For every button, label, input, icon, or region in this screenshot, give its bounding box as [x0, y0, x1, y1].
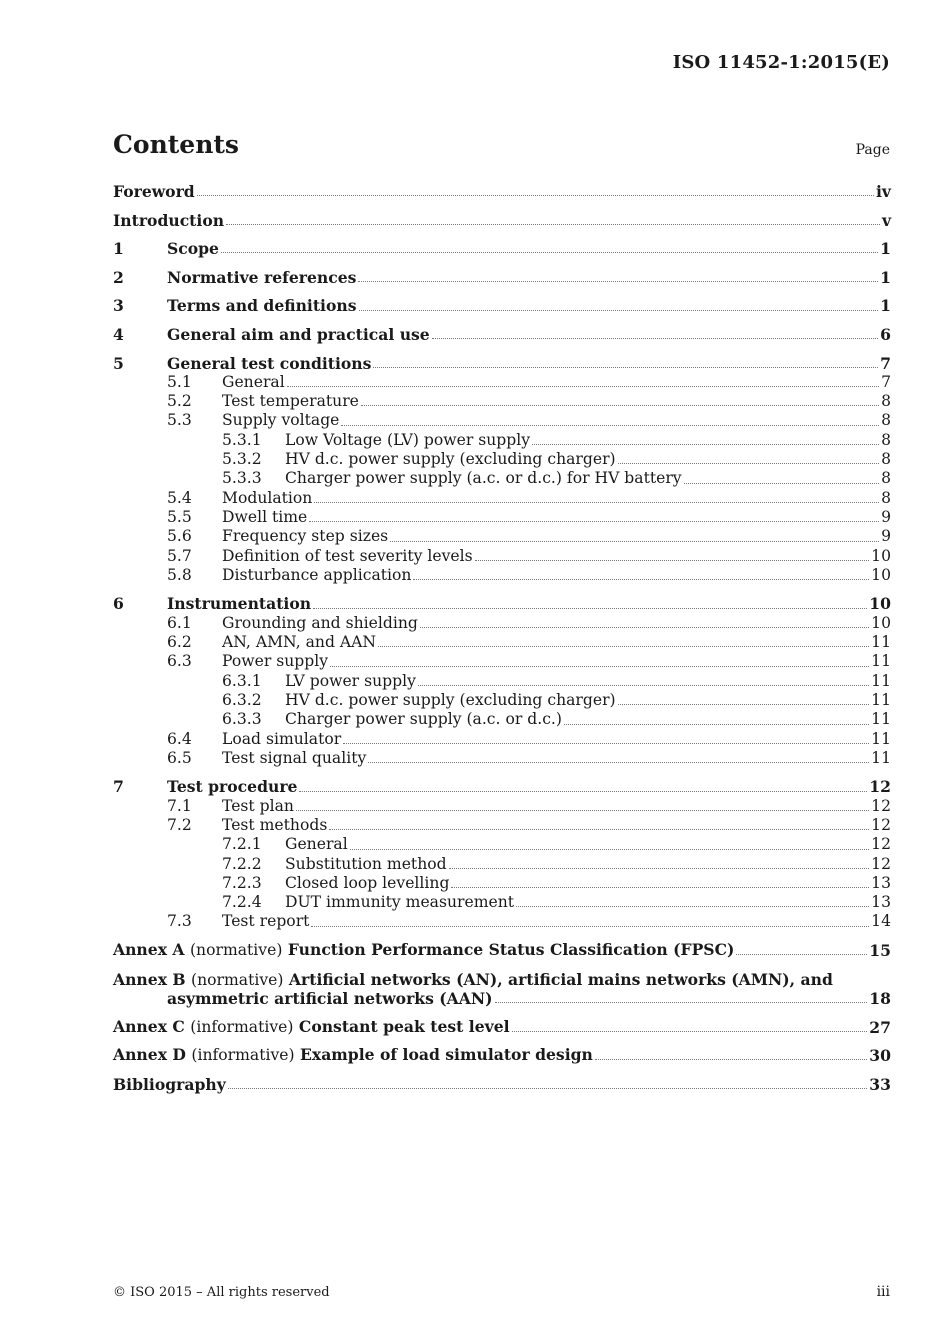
toc-title: Test methods: [222, 815, 328, 834]
toc-entry-7-2-3[interactable]: [113, 874, 891, 893]
toc-title: Test signal quality: [222, 748, 367, 767]
toc-title: Power supply: [222, 652, 329, 671]
annex-label: Annex B: [113, 969, 186, 989]
toc-page: 7: [880, 353, 891, 373]
leader-dots: [736, 954, 867, 955]
toc-number: 5: [113, 353, 124, 373]
toc-title: HV d.c. power supply (excluding charger): [285, 450, 616, 469]
leader-dots: [413, 579, 869, 580]
leader-dots: [378, 646, 869, 647]
leader-dots: [368, 762, 869, 763]
leader-dots: [432, 338, 878, 339]
toc-entry-bibliography[interactable]: [113, 1075, 891, 1094]
annex-kind: (normative): [191, 970, 284, 989]
toc-page: 10: [871, 546, 891, 565]
leader-dots: [516, 906, 869, 907]
toc-page: 7: [881, 372, 891, 391]
leader-dots: [309, 521, 879, 522]
toc-title: Substitution method: [285, 854, 447, 873]
toc-number: 5.1: [167, 372, 192, 391]
toc-page: 13: [871, 873, 891, 892]
toc-entry-2[interactable]: [113, 268, 891, 287]
leader-dots: [420, 627, 869, 628]
toc-page: 12: [869, 777, 891, 797]
leader-dots: [226, 224, 880, 225]
annex-label: Annex D: [113, 1045, 186, 1065]
toc-entry-5-2[interactable]: [113, 392, 891, 411]
toc-entry-5-4[interactable]: [113, 489, 891, 508]
contents-title: Contents: [113, 130, 240, 159]
toc-number: 5.5: [167, 507, 192, 526]
leader-dots: [358, 281, 878, 282]
toc-title: General aim and practical use: [167, 324, 430, 344]
leader-dots: [451, 887, 869, 888]
toc-title: Charger power supply (a.c. or d.c.): [285, 710, 562, 729]
annex-title: Constant peak test level: [298, 1016, 510, 1036]
toc-number: 6.1: [167, 613, 192, 632]
annex-b-first-line: [113, 970, 891, 989]
leader-dots: [618, 463, 879, 464]
toc-entry-introduction[interactable]: [113, 211, 891, 230]
toc-number: 7: [113, 777, 124, 797]
toc-page: 6: [880, 324, 891, 344]
toc-number: 5.3.3: [222, 469, 262, 488]
toc-title: Grounding and shielding: [222, 613, 418, 632]
toc-entry-5-1[interactable]: [113, 373, 891, 392]
toc-title: Test temperature: [222, 392, 359, 411]
toc-title: Closed loop levelling: [285, 873, 450, 892]
toc-entry-6-2[interactable]: [113, 633, 891, 652]
leader-dots: [341, 425, 879, 426]
toc-page: v: [881, 210, 891, 230]
toc-number: 7.2.3: [222, 873, 262, 892]
leader-dots: [418, 685, 869, 686]
annex-title: Artificial networks (AN), artificial mains networks (AMN), and: [288, 969, 833, 989]
leader-dots: [197, 195, 874, 196]
leader-dots: [311, 926, 869, 927]
toc-number: 5.3.1: [222, 430, 262, 449]
leader-dots: [350, 849, 869, 850]
toc-page: 11: [871, 748, 891, 767]
toc-entry-6-3-1[interactable]: [113, 672, 891, 691]
toc-title: [113, 940, 734, 960]
toc-title: Test procedure: [167, 777, 298, 797]
toc-number: 1: [113, 239, 124, 259]
toc-entry-5-7[interactable]: [113, 547, 891, 566]
toc-number: 6: [113, 594, 124, 614]
toc-entry-5-3-3[interactable]: [113, 469, 891, 488]
leader-dots: [330, 666, 869, 667]
leader-dots: [299, 791, 867, 792]
toc-page: 8: [881, 392, 891, 411]
toc-page: 11: [871, 710, 891, 729]
annex-label: Annex C: [113, 1016, 185, 1036]
toc-page: 10: [869, 594, 891, 614]
toc-page: iv: [876, 182, 891, 201]
leader-dots: [296, 810, 869, 811]
toc-entry-5-3-2[interactable]: [113, 450, 891, 469]
leader-dots: [532, 444, 879, 445]
toc-entry-7-2-1[interactable]: [113, 835, 891, 854]
toc-page: 11: [871, 671, 891, 690]
toc-number: 6.2: [167, 633, 192, 652]
toc-entry-7-3[interactable]: [113, 912, 891, 931]
toc-entry-6[interactable]: [113, 594, 891, 613]
toc-page: 8: [881, 450, 891, 469]
toc-page: 12: [871, 815, 891, 834]
annex-label: Annex A: [113, 940, 185, 960]
toc-number: 6.3.3: [222, 710, 262, 729]
annex-kind: (informative): [190, 1017, 294, 1036]
toc-title: Disturbance application: [222, 565, 412, 584]
toc-entry-7-2-4[interactable]: [113, 893, 891, 912]
leader-dots: [221, 252, 878, 253]
toc-title: Scope: [167, 239, 219, 259]
toc-entry-6-3-3[interactable]: [113, 710, 891, 729]
toc-page: 1: [880, 296, 891, 316]
toc-number: 5.3: [167, 411, 192, 430]
leader-dots: [390, 541, 879, 542]
toc-number: 5.6: [167, 527, 192, 546]
leader-dots: [313, 608, 867, 609]
toc-title: Foreword: [113, 182, 195, 201]
toc-page: 14: [871, 912, 891, 931]
table-of-contents: [113, 182, 891, 1094]
toc-page: 8: [881, 469, 891, 488]
toc-page: 10: [871, 565, 891, 584]
leader-dots: [684, 483, 879, 484]
toc-number: 7.3: [167, 912, 192, 931]
leader-dots: [449, 868, 870, 869]
toc-title: Modulation: [222, 488, 313, 507]
leader-dots: [495, 1002, 868, 1003]
toc-entry-foreword[interactable]: [113, 182, 891, 201]
document-id: ISO 11452-1:2015(E): [672, 52, 890, 73]
toc-entry-7-1[interactable]: [113, 797, 891, 816]
toc-entry-4[interactable]: [113, 325, 891, 344]
toc-title: [113, 1045, 593, 1065]
toc-page: 33: [869, 1074, 891, 1094]
toc-page: 11: [871, 652, 891, 671]
annex-kind: (informative): [191, 1046, 295, 1065]
toc-number: 7.2.4: [222, 893, 262, 912]
toc-entry-annex-d[interactable]: [113, 1046, 891, 1065]
toc-page: 8: [881, 430, 891, 449]
toc-title: Test report: [222, 912, 310, 931]
annex-title: Example of load simulator design: [300, 1045, 593, 1065]
leader-dots: [287, 386, 879, 387]
toc-entry-5-6[interactable]: [113, 527, 891, 546]
toc-entry-5[interactable]: [113, 354, 891, 373]
toc-entry-5-8[interactable]: [113, 566, 891, 585]
toc-page: 8: [881, 411, 891, 430]
toc-title: Load simulator: [222, 729, 342, 748]
leader-dots: [361, 405, 879, 406]
toc-entry-6-3[interactable]: [113, 652, 891, 671]
toc-number: 6.5: [167, 748, 192, 767]
toc-number: 6.3: [167, 652, 192, 671]
toc-page: 9: [881, 527, 891, 546]
toc-number: 5.8: [167, 565, 192, 584]
toc-number: 5.2: [167, 392, 192, 411]
leader-dots: [618, 704, 870, 705]
toc-page: 11: [871, 690, 891, 709]
toc-title: DUT immunity measurement: [285, 893, 515, 912]
toc-number: 3: [113, 296, 124, 316]
toc-entry-7-2[interactable]: [113, 816, 891, 835]
leader-dots: [373, 367, 878, 368]
toc-entry-7[interactable]: [113, 777, 891, 796]
toc-title: Instrumentation: [167, 594, 312, 614]
toc-page: 8: [881, 488, 891, 507]
toc-entry-3[interactable]: [113, 296, 891, 315]
toc-title: Bibliography: [113, 1074, 226, 1094]
toc-entry-6-3-2[interactable]: [113, 691, 891, 710]
toc-page: 30: [869, 1046, 891, 1066]
page-column-label: Page: [855, 142, 890, 158]
toc-title: General: [285, 835, 348, 854]
annex-b-continuation: [113, 989, 891, 1008]
toc-number: 5.4: [167, 488, 192, 507]
toc-entry-annex-a[interactable]: [113, 941, 891, 960]
annex-title: Function Performance Status Classification (FPSC): [287, 940, 735, 960]
toc-page: 12: [871, 796, 891, 815]
annex-title-continuation: asymmetric artificial networks (AAN): [167, 988, 493, 1008]
toc-entry-5-3[interactable]: [113, 411, 891, 430]
toc-title: [113, 1017, 510, 1037]
toc-page: 9: [881, 507, 891, 526]
leader-dots: [512, 1031, 868, 1032]
toc-number: 6.3.1: [222, 671, 262, 690]
toc-entry-annex-b[interactable]: [113, 970, 891, 1009]
page-number: iii: [876, 1284, 890, 1300]
toc-page: 27: [869, 1017, 891, 1037]
toc-number: 7.2: [167, 815, 192, 834]
toc-entry-6-4[interactable]: [113, 730, 891, 749]
toc-title: General: [222, 372, 285, 391]
toc-number: 7.2.2: [222, 854, 262, 873]
toc-number: 2: [113, 267, 124, 287]
toc-title: Frequency step sizes: [222, 527, 389, 546]
toc-page: 15: [869, 941, 891, 961]
toc-title: Introduction: [113, 210, 225, 230]
toc-number: 6.3.2: [222, 690, 262, 709]
leader-dots: [228, 1088, 868, 1089]
copyright-notice: © ISO 2015 – All rights reserved: [113, 1285, 330, 1300]
leader-dots: [329, 829, 869, 830]
toc-page: 11: [871, 633, 891, 652]
toc-title: Charger power supply (a.c. or d.c.) for HV battery: [285, 469, 682, 488]
toc-entry-5-3-1[interactable]: [113, 431, 891, 450]
toc-number: 4: [113, 324, 124, 344]
toc-entry-6-5[interactable]: [113, 749, 891, 768]
toc-number: 5.3.2: [222, 450, 262, 469]
toc-entry-6-1[interactable]: [113, 614, 891, 633]
toc-title: AN, AMN, and AAN: [222, 633, 377, 652]
leader-dots: [564, 724, 869, 725]
toc-title: HV d.c. power supply (excluding charger): [285, 690, 616, 709]
annex-kind: (normative): [189, 941, 283, 960]
toc-page: 1: [880, 267, 891, 287]
toc-title: General test conditions: [167, 353, 372, 373]
toc-title: Dwell time: [222, 507, 308, 526]
toc-page: 12: [871, 835, 891, 854]
toc-entry-1[interactable]: [113, 239, 891, 258]
toc-title: Supply voltage: [222, 411, 340, 430]
toc-entry-7-2-2[interactable]: [113, 855, 891, 874]
toc-number: 6.4: [167, 729, 192, 748]
leader-dots: [595, 1059, 867, 1060]
toc-number: 7.1: [167, 796, 192, 815]
toc-page: 10: [871, 613, 891, 632]
toc-page: 1: [880, 239, 891, 259]
toc-title: Definition of test severity levels: [222, 546, 473, 565]
toc-title: Low Voltage (LV) power supply: [285, 430, 531, 449]
toc-page: 12: [871, 854, 891, 873]
toc-title: Normative references: [167, 267, 357, 287]
leader-dots: [343, 743, 869, 744]
toc-page: 11: [871, 729, 891, 748]
leader-dots: [359, 310, 879, 311]
toc-entry-5-5[interactable]: [113, 508, 891, 527]
toc-title: Test plan: [222, 796, 294, 815]
toc-number: 7.2.1: [222, 835, 262, 854]
leader-dots: [475, 560, 870, 561]
leader-dots: [314, 502, 879, 503]
toc-entry-annex-c[interactable]: [113, 1018, 891, 1037]
toc-page: 13: [871, 893, 891, 912]
toc-page: 18: [869, 988, 891, 1008]
toc-number: 5.7: [167, 546, 192, 565]
toc-title: Terms and definitions: [167, 296, 357, 316]
toc-title: LV power supply: [285, 671, 416, 690]
